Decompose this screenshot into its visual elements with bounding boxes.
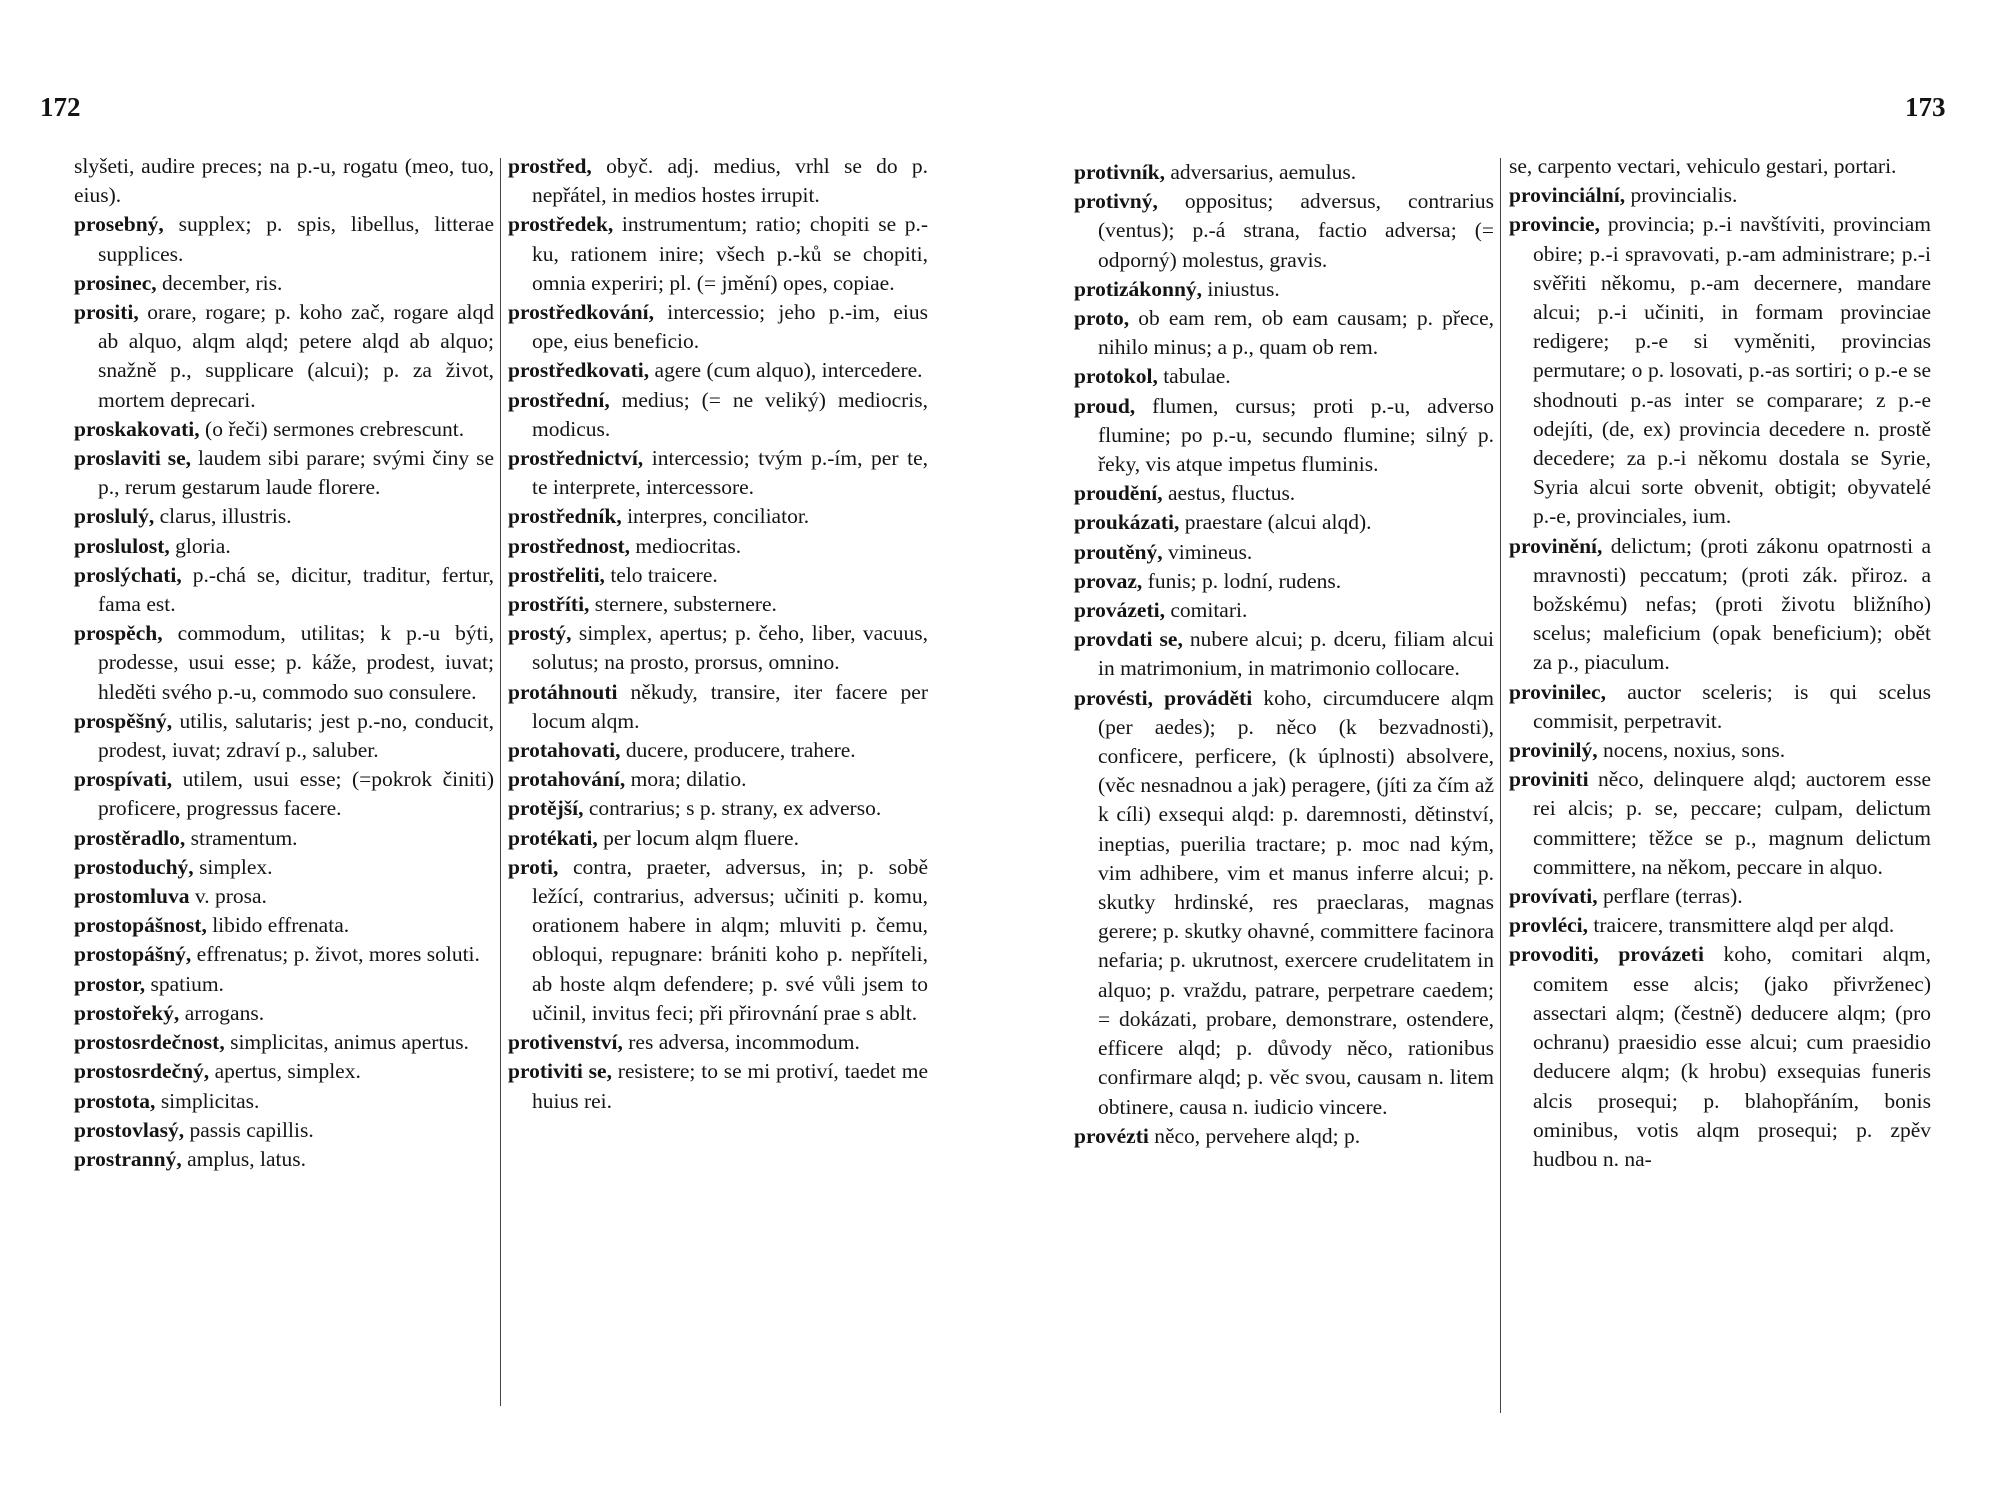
entry-headword: proviniti (1509, 767, 1589, 792)
entry-definition: amplus, latus. (187, 1146, 306, 1171)
entry-definition: clarus, illustris. (159, 504, 292, 529)
dictionary-entry (74, 561, 494, 619)
entry-headword: protivník, (1074, 160, 1166, 184)
dictionary-entry (1074, 567, 1494, 596)
entry-definition: p.-chá se, dicitur, traditur, fertur, fama est. (98, 562, 495, 617)
entry-definition: v. prosa. (194, 884, 267, 909)
dictionary-entry (74, 210, 494, 268)
dictionary-entry (74, 970, 494, 999)
dictionary-entry (508, 794, 928, 823)
entry-headword: proutěný, (1074, 539, 1163, 564)
entry-definition: provincia; p.-i navštíviti, provinciam obire; p.-i spravovati, p.-am administrare; p.-i svěřiti někomu, p.-am decernere, mandare alcui; p.-i učiniti, in formam provinciae redigere; p.-e si vyměniti, provincias permutare; o p. losovati, p.-as sortiri; o p.-e se shodnouti p.-as inter se comparare; z p.-e odejíti, (de, ex) provincia decedere n. prostě decedere; za p.-i někomu dostala se Syrie, Syria alcui sorte obvenit, obtigit; obyvatelé p.-e, provinciales, ium. (1533, 212, 1932, 529)
dictionary-entry (74, 911, 494, 940)
dictionary-entry (508, 210, 928, 298)
entry-headword: provoditi, provázeti (1509, 942, 1704, 967)
dictionary-entry (74, 882, 494, 911)
entry-definition: nubere alcui; p. dceru, filiam alcui in matrimonium, in matrimonio collocare. (1098, 627, 1494, 681)
right-column-1 (1074, 158, 1494, 1151)
dictionary-entry (508, 386, 928, 444)
dictionary-entry (1509, 532, 1931, 678)
left-column-rule (500, 158, 501, 1406)
dictionary-entry (508, 561, 928, 590)
entry-headword: prospívati, (74, 767, 173, 792)
dictionary-entry (1509, 911, 1931, 940)
entry-definition: simplicitas. (160, 1088, 260, 1113)
entry-definition: per locum alqm fluere. (603, 825, 799, 850)
dictionary-entry (1509, 736, 1931, 765)
entry-headword: prostřeliti, (508, 562, 605, 587)
entry-definition: spatium. (150, 971, 224, 996)
dictionary-entry (74, 1145, 494, 1174)
entry-headword: proslýchati, (74, 562, 182, 587)
dictionary-entry (1074, 625, 1494, 683)
entry-definition: telo traicere. (610, 562, 718, 587)
dictionary-entry (74, 1087, 494, 1116)
entry-definition: adversarius, aemulus. (1170, 160, 1357, 184)
entry-headword: protáhnouti (508, 679, 618, 704)
entry-headword: prostovlasý, (74, 1117, 185, 1142)
entry-headword: proslulý, (74, 504, 155, 529)
dictionary-entry (1074, 1122, 1494, 1151)
dictionary-entry (508, 824, 928, 853)
entry-definition: delictum; (proti zákonu opatrnosti a mravnosti) peccatum; (proti zák. přiroz. a božskému) nefas; (proti životu bližního) scelus; maleficium (opak beneficium); obět za p., piaculum. (1533, 533, 1931, 675)
entry-headword: prosebný, (74, 212, 164, 237)
entry-definition: se, carpento vectari, vehiculo gestari, portari. (1509, 154, 1897, 178)
entry-definition: auctor sceleris; is qui scelus commisit, perpetravit. (1533, 679, 1931, 733)
entry-definition: obyč. adj. medius, vrhl se do p. nepřátel, in medios hostes irrupit. (532, 154, 928, 208)
dictionary-entry (1074, 362, 1494, 391)
left-column-1 (74, 152, 494, 1174)
entry-definition: contrarius; s p. strany, ex adverso. (588, 796, 882, 821)
dictionary-entry (1509, 765, 1931, 882)
entry-definition: agere (cum alquo), intercedere. (654, 358, 923, 383)
entry-definition: simplex. (199, 854, 273, 879)
entry-headword: prostosrdečný, (74, 1059, 210, 1084)
page-number-left: 172 (40, 92, 81, 122)
entry-definition: medius; (= ne veliký) mediocris, modicus. (532, 387, 928, 441)
dictionary-entry (508, 853, 928, 1028)
right-column-2 (1509, 152, 1931, 1174)
entry-definition: provincialis. (1630, 183, 1738, 208)
dictionary-entry (1074, 158, 1494, 187)
entry-headword: protiviti se, (508, 1059, 612, 1084)
entry-headword: prostříti, (508, 592, 590, 617)
dictionary-entry (1074, 275, 1494, 304)
entry-headword: prostředkovati, (508, 358, 650, 383)
entry-headword: protahovati, (508, 738, 621, 763)
dictionary-entry (508, 152, 928, 210)
entry-headword: prostředník, (508, 504, 622, 529)
entry-headword: prostosrdečnost, (74, 1030, 225, 1055)
entry-headword: prostomluva (74, 884, 190, 909)
entry-headword: prospěch, (74, 621, 163, 646)
entry-definition: intercessio; tvým p.-ím, per te, te interprete, intercessore. (532, 446, 929, 500)
entry-headword: prostřední, (508, 387, 610, 412)
entry-headword: provinilý, (1509, 738, 1598, 763)
entry-definition: gloria. (175, 533, 231, 558)
entry-headword: protizákonný, (1074, 276, 1203, 301)
dictionary-entry (508, 678, 928, 736)
dictionary-entry (74, 444, 494, 502)
dictionary-entry (1074, 684, 1494, 1122)
entry-definition: apertus, simplex. (214, 1059, 361, 1084)
entry-headword: prostěradlo, (74, 825, 186, 850)
entry-headword: proto, (1074, 306, 1130, 331)
entry-definition: arrogans. (184, 1000, 265, 1025)
entry-definition: aestus, fluctus. (1168, 481, 1296, 506)
entry-definition: ob eam rem, ob eam causam; p. přece, nihilo minus; a p., quam ob rem. (1098, 306, 1494, 360)
dictionary-entry (74, 619, 494, 707)
dictionary-entry (74, 707, 494, 765)
entry-headword: prostořeký, (74, 1000, 180, 1025)
dictionary-entry (1509, 882, 1931, 911)
entry-definition: simplex, apertus; p. čeho, liber, vacuus, solutus; na prosto, prorsus, omnino. (532, 621, 929, 675)
entry-definition: mora; dilatio. (630, 767, 747, 792)
dictionary-entry (74, 502, 494, 531)
entry-definition: laudem sibi parare; svými činy se p., rerum gestarum laude florere. (98, 446, 495, 500)
entry-definition: intercessio; jeho p.-im, eius ope, eius beneficio. (532, 300, 928, 354)
dictionary-entry (74, 1057, 494, 1086)
entry-headword: prostranný, (74, 1146, 182, 1171)
entry-definition: koho, comitari alqm, comitem esse alcis; (jako přivrženec) assectari alqm; (čestně) deducere alqm; (pro ochranu) praesidio esse alcui; cum praesidio deducere alqm; (k hrobu) exsequias funeris alcis prosequi; p. blahopřáním, bonis ominibus, votis alqm prosequi; p. zpěv hudbou n. na- (1533, 942, 1931, 1171)
entry-definition: oppositus; adversus, contrarius (ventus); p.-á strana, factio adversa; (= odporný) molestus, gravis. (1098, 189, 1494, 272)
entry-headword: prostředkování, (508, 300, 654, 325)
entry-definition: effrenatus; p. život, mores soluti. (196, 942, 480, 967)
dictionary-entry (74, 999, 494, 1028)
entry-headword: provézti (1074, 1123, 1149, 1148)
entry-definition: nocens, noxius, sons. (1603, 738, 1786, 763)
entry-definition: traicere, transmittere alqd per alqd. (1593, 913, 1895, 938)
entry-headword: prostřednictví, (508, 446, 644, 471)
entry-headword: prostředek, (508, 212, 614, 237)
dictionary-entry (74, 152, 494, 210)
dictionary-entry (1074, 479, 1494, 508)
dictionary-entry (508, 298, 928, 356)
dictionary-entry (74, 824, 494, 853)
entry-headword: provléci, (1509, 913, 1589, 938)
dictionary-entry (74, 1028, 494, 1057)
dictionary-entry (1074, 596, 1494, 625)
dictionary-entry (508, 444, 928, 502)
page-number-right: 173 (1905, 92, 1946, 122)
entry-definition: instrumentum; ratio; chopiti se p.-ku, rationem inire; všech p.-ků se chopiti, omnia experiri; pl. (= jmění) opes, copiae. (532, 212, 928, 295)
entry-headword: protokol, (1074, 364, 1158, 389)
entry-headword: proslulost, (74, 533, 170, 558)
entry-definition: res adversa, incommodum. (628, 1030, 860, 1055)
dictionary-entry (508, 590, 928, 619)
entry-headword: prostřed, (508, 154, 592, 178)
entry-definition: slyšeti, audire preces; na p.-u, rogatu (meo, tuo, eius). (74, 154, 494, 208)
left-column-2 (508, 152, 928, 1116)
entry-headword: provinciální, (1509, 183, 1626, 208)
entry-headword: provázeti, (1074, 598, 1165, 623)
entry-definition: libido effrenata. (212, 913, 350, 938)
entry-headword: prostopášnost, (74, 913, 207, 938)
entry-headword: proskakovati, (74, 416, 200, 441)
dictionary-entry (1509, 210, 1931, 531)
entry-headword: prostřednost, (508, 533, 631, 558)
entry-definition: utilem, usui esse; (=pokrok činiti) proficere, progressus facere. (98, 767, 494, 821)
dictionary-entry (1074, 538, 1494, 567)
entry-definition: praestare (alcui alqd). (1184, 510, 1372, 535)
dictionary-entry (508, 532, 928, 561)
entry-definition: comitari. (1170, 598, 1248, 623)
right-column-rule (1500, 158, 1501, 1413)
dictionary-entry (74, 940, 494, 969)
entry-definition: passis capillis. (189, 1117, 314, 1142)
entry-headword: provésti, prováděti (1074, 685, 1253, 710)
dictionary-entry (508, 502, 928, 531)
dictionary-entry (508, 356, 928, 385)
entry-headword: prospěšný, (74, 708, 173, 733)
dictionary-entry (1074, 304, 1494, 362)
entry-headword: proudění, (1074, 481, 1163, 506)
dictionary-entry (74, 853, 494, 882)
entry-headword: prostoduchý, (74, 854, 194, 879)
dictionary-entry (508, 619, 928, 677)
entry-definition: vimineus. (1167, 539, 1253, 564)
entry-headword: provaz, (1074, 568, 1143, 593)
entry-definition: supplex; p. spis, libellus, litterae supplices. (98, 212, 494, 266)
entry-definition: stramentum. (190, 825, 298, 850)
entry-definition: interpres, conciliator. (627, 504, 810, 529)
dictionary-entry (74, 269, 494, 298)
dictionary-entry (1074, 508, 1494, 537)
entry-headword: provinění, (1509, 533, 1603, 558)
entry-definition: contra, praeter, adversus, in; p. sobě ležící, contrarius, adversus; učiniti p. komu, orationem habere in alqm; mluviti p. čemu, obloqui, repugnare: brániti koho p. nepříteli, ab hoste alqm defendere; p. své vůli jsem to učinil, invitus feci; při přirovnání prae s ablt. (532, 854, 928, 1025)
entry-definition: mediocritas. (635, 533, 742, 558)
dictionary-entry (508, 765, 928, 794)
entry-definition: něco, delinquere alqd; auctorem esse rei alcis; p. se, peccare; culpam, delictum committere; těžce se p., magnum delictum committere, na někom, peccare in alquo. (1533, 767, 1931, 879)
dictionary-entry (1074, 187, 1494, 275)
entry-headword: protější, (508, 796, 584, 821)
entry-definition: orare, rogare; p. koho zač, rogare alqd ab alquo, alqm alqd; petere alqd ab alquo; snažně p., supplicare (alcui); p. za život, mortem deprecari. (98, 300, 494, 412)
entry-definition: perflare (terras). (1602, 884, 1743, 909)
entry-definition: utilis, salutaris; jest p.-no, conducit, prodest, iuvat; zdraví p., saluber. (98, 708, 495, 763)
entry-headword: proud, (1074, 393, 1136, 418)
entry-headword: proslaviti se, (74, 446, 192, 471)
entry-definition: (o řeči) sermones crebrescunt. (205, 416, 465, 441)
entry-definition: commodum, utilitas; k p.-u býti, prodesse, usui esse; p. káže, prodest, iuvat; hleděti svého p.-u, commodo suo consulere. (98, 621, 495, 704)
dictionary-entry (1509, 678, 1931, 736)
entry-headword: protékati, (508, 825, 598, 850)
entry-definition: ducere, producere, trahere. (625, 738, 856, 763)
entry-definition: flumen, cursus; proti p.-u, adverso flumine; po p.-u, secundo flumine; silný p. řeky, vis atque impetus fluminis. (1098, 393, 1495, 477)
entry-headword: prosinec, (74, 270, 157, 295)
entry-headword: provincie, (1509, 212, 1600, 237)
entry-headword: protahování, (508, 767, 626, 792)
entry-headword: provdati se, (1074, 627, 1183, 652)
entry-definition: sternere, substernere. (594, 592, 777, 617)
entry-definition: tabulae. (1163, 364, 1231, 389)
dictionary-entry (74, 415, 494, 444)
entry-definition: simplicitas, animus apertus. (230, 1030, 469, 1055)
entry-headword: prostota, (74, 1088, 156, 1113)
dictionary-entry (74, 1116, 494, 1145)
entry-headword: provinilec, (1509, 679, 1606, 704)
dictionary-entry (508, 1028, 928, 1057)
entry-definition: resistere; to se mi protiví, taedet me huius rei. (532, 1059, 928, 1113)
entry-definition: něco, pervehere alqd; p. (1154, 1123, 1361, 1148)
dictionary-entry (1509, 152, 1931, 181)
entry-definition: někudy, transire, iter facere per locum alqm. (532, 679, 928, 733)
entry-headword: proti, (508, 854, 559, 879)
entry-headword: proukázati, (1074, 510, 1180, 535)
dictionary-entry (1509, 181, 1931, 210)
entry-definition: iniustus. (1207, 276, 1280, 301)
entry-definition: december, ris. (162, 270, 283, 295)
dictionary-entry (1074, 392, 1494, 480)
dictionary-entry (508, 1057, 928, 1115)
entry-headword: prostý, (508, 621, 572, 646)
entry-headword: provívati, (1509, 884, 1598, 909)
dictionary-entry (74, 298, 494, 415)
entry-headword: prostopášný, (74, 942, 192, 967)
entry-headword: protivenství, (508, 1030, 623, 1055)
entry-definition: funis; p. lodní, rudens. (1147, 568, 1342, 593)
entry-headword: protivný, (1074, 189, 1158, 214)
dictionary-entry (508, 736, 928, 765)
dictionary-entry (74, 532, 494, 561)
entry-definition: koho, circumducere alqm (per aedes); p. něco (k bezvadnosti), conficere, perficere, (k úplnosti) absolvere, (věc nesnadnou a jak) peragere, (jíti za čím až k cíli) exsequi alqd: p. daremnosti, dětinství, ineptias, puerilia tractare; p. moc nad kým, vim adhibere, vim et manus inferre alcui; p. skutky hrdinské, res praeclaras, magnas gerere; p. skutky ohavné, committere facinora nefaria; p. ukrutnost, exercere crudelitatem in alquo; p. vraždu, patrare, perpetrare caedem; = dokázati, probare, demonstrare, ostendere, efficere alqd; p. důvody něco, rationibus confirmare alqd; p. věc svou, causam n. litem obtinere, causa n. iudicio vincere. (1098, 685, 1494, 1119)
dictionary-entry (74, 765, 494, 823)
entry-headword: prositi, (74, 300, 139, 325)
dictionary-entry (1509, 940, 1931, 1174)
entry-headword: prostor, (74, 971, 146, 996)
